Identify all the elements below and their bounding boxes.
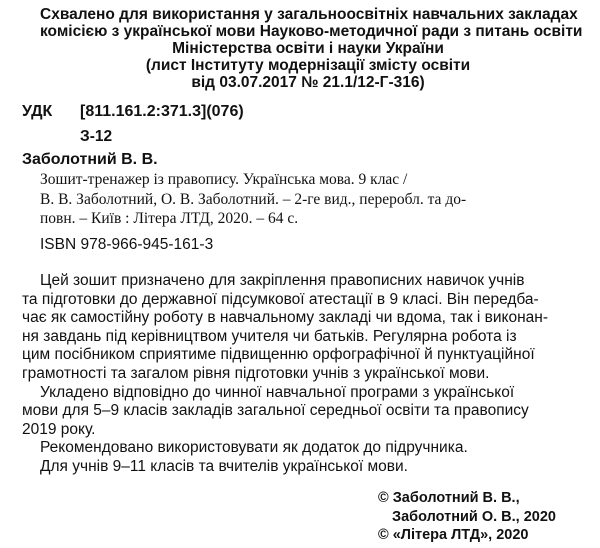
approval-notice <box>40 6 583 91</box>
approval-line: комісією з української мови Науково-методичної ради з питань освіти <box>40 23 583 40</box>
annotation-line: Укладено відповідно до чинної навчальної програми з української <box>40 383 515 401</box>
annotation-line: Цей зошит призначено для закріплення правописних навичок учнів <box>40 272 525 289</box>
udk-label: УДК <box>22 103 53 120</box>
approval-line: Схвалено для використання у загальноосвітніх навчальних закладах <box>40 6 578 23</box>
bibliographic-description <box>40 170 578 229</box>
approval-line: від 03.07.2017 № 21.1/12-Г-316) <box>191 74 425 91</box>
annotation-line: цим посібником сприятиме підвищенню орфографічної й пунктуаційної <box>22 346 535 364</box>
bibliographic-line: В. В. Заболотний, О. В. Заболотний. – 2-ге вид., переробл. та до- <box>40 190 467 208</box>
copyright-line: © «Літера ЛТД», 2020 <box>378 527 529 543</box>
annotation-line: грамотності та загалом рівня підготовки учнів з української мови. <box>22 364 490 382</box>
isbn: ISBN 978-966-945-161-3 <box>40 236 214 253</box>
copyright-block <box>378 489 578 545</box>
annotation-line: мови для 5–9 класів закладів загальної середньої освіти та правопису <box>22 402 529 420</box>
author-index: З-12 <box>80 128 113 145</box>
udk-code: [811.161.2:371.3](076) <box>80 103 244 120</box>
annotation-line: та підготовки до державної підсумкової атестації в 9 класі. Він передба- <box>22 290 539 308</box>
bibliographic-line: Зошит-тренажер із правопису. Українська мова. 9 клас / <box>40 171 408 188</box>
annotation-line: Рекомендовано використовувати як додаток до підручника. <box>40 439 468 457</box>
annotation <box>22 272 578 477</box>
annotation-line: 2019 року. <box>22 420 96 438</box>
copyright-line: © Заболотний В. В., <box>378 490 520 506</box>
copyright-line: Заболотний О. В., 2020 <box>392 508 556 525</box>
annotation-line: чає як самостійну роботу в навчальному закладі чи вдома, так і виконан- <box>22 309 549 327</box>
udk-line <box>22 103 244 121</box>
annotation-line: ня завдань під керівництвом учителя чи батьків. Регулярна робота із <box>22 327 517 345</box>
annotation-line: Для учнів 9–11 класів та вчителів української мови. <box>40 457 408 475</box>
approval-line: (лист Інституту модернізації змісту освіти <box>145 57 471 74</box>
bibliographic-line: повн. – Київ : Літера ЛТД, 2020. – 64 с. <box>40 210 299 227</box>
approval-line: Міністерства освіти і науки України <box>172 40 444 57</box>
author-heading: Заболотний В. В. <box>22 151 158 168</box>
